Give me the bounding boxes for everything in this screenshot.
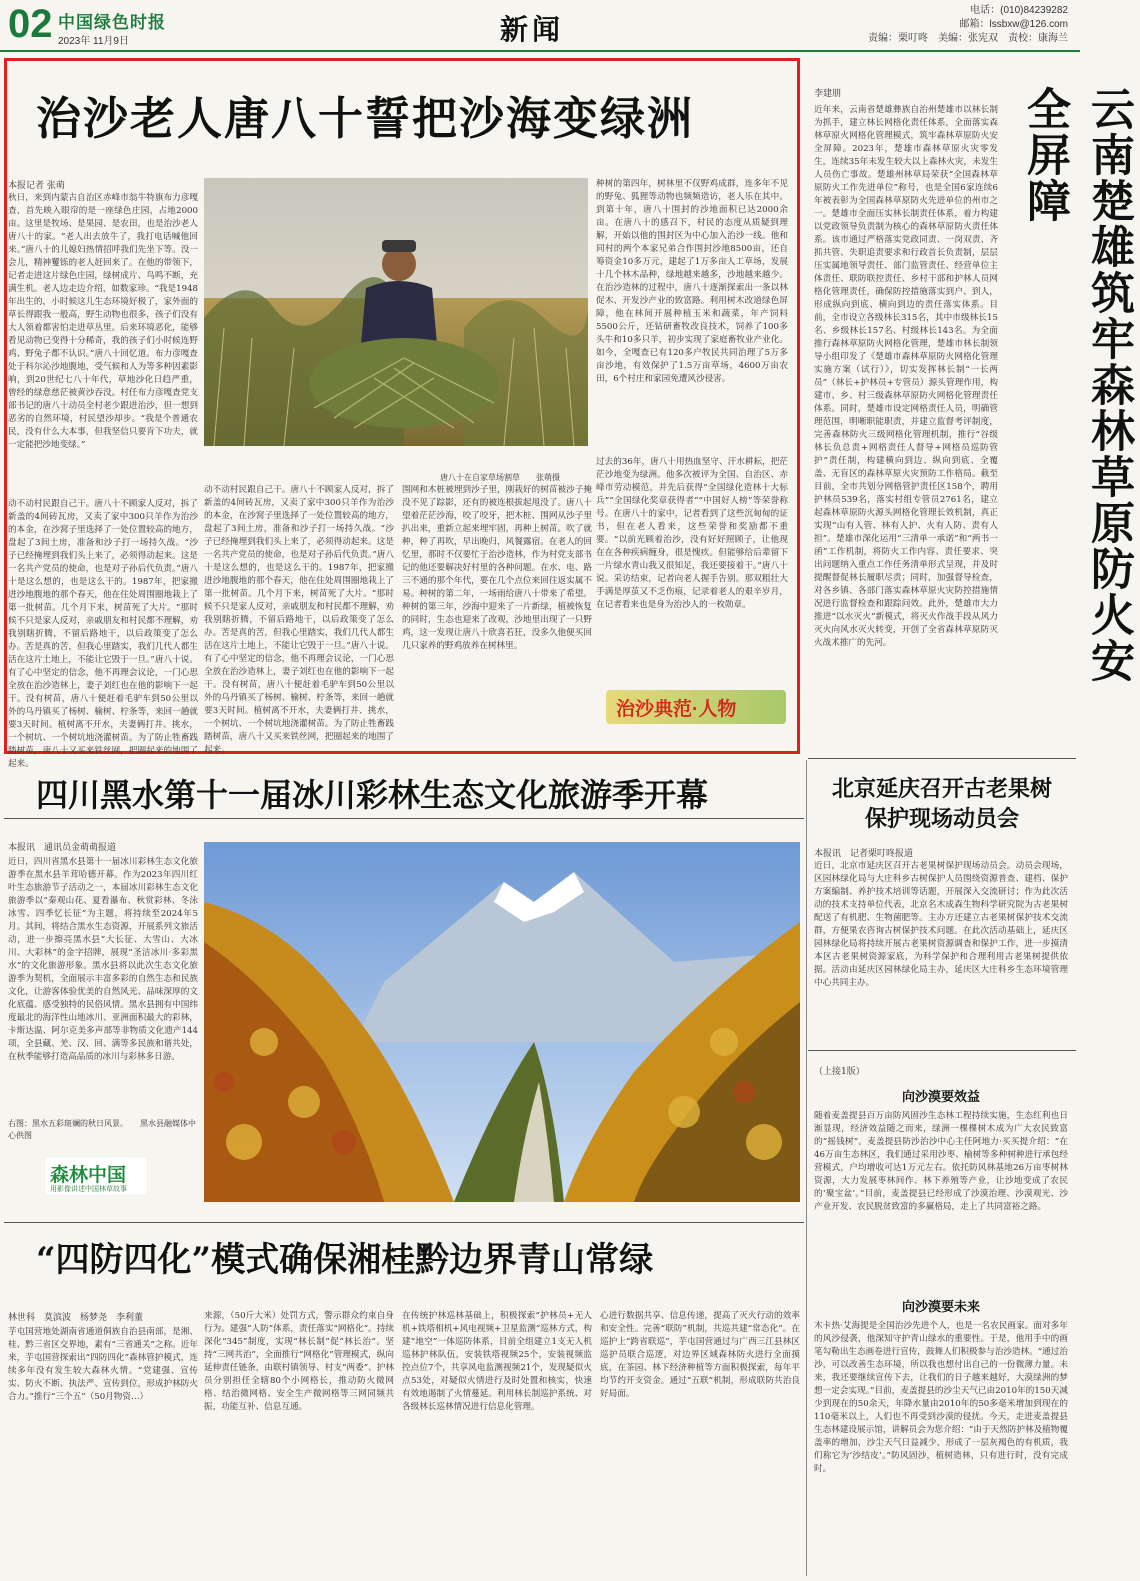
header-rule [0, 50, 1080, 52]
feature-photo-caption: 唐八十在自家草场割草 张萌摄 [440, 473, 560, 482]
rule-right-2 [808, 1050, 1076, 1051]
beijing-text: 近日，北京市延庆区召开古老果树保护现场动员会。动员会现场，区园林绿化局与大庄科乡古树保护人员围绕资源普查、建档、保护方案编制、养护技术培训等话题，开展深入交流研讨；作为此次活动的技术支持单位代表，北京名木成森生物科学研究院为古老果树配送了有机肥、生物菌肥等。主办方还建立古老果树保护技术交流群，方便果农咨询古树保护技术问题。在此次活动基础上，延庆区园林绿化局将持续开展古老果树资源调查和保护工作，进一步摸清本区古老果树资源家底，为科学保护和合理利用古老果树提供依据。活动由延庆区园林绿化局主办，延庆区大庄科乡生态环境管理中心共同主办。 [814, 861, 1068, 988]
sichuan-title: 四川黑水第十一届冰川彩林生态文化旅游季开幕 [36, 776, 709, 814]
section-title: 新闻 [500, 13, 565, 46]
feature-col1: 秋日，来到内蒙古自治区赤峰市翁牛特旗布力彦嘎查，首先映入眼帘的是一座绿色庄园，占地2000亩。这里是牧场、是果园、是农田，也是治沙老人唐八十的家。“老人出去放牛了，我打电话喊他回来。”唐八十的儿媳妇热情招呼我们先坐下等。没一会儿，精神矍铄的老人赶回来了。在他的带领下，记者走进这片绿色庄园，绿树成片、鸟鸣不断，充满生机。老人边走边介绍，如数家珍。“我是1948年出生的，小时候这儿生态环境好极了，家外面的草长得跟我一般高，野生动物也很多，孩子们没有大人领着都害怕走进草丛里。后来环境恶化，能够看见动物已变得十分稀奇，我的孩子们小时候连野鸡、野兔子都不认识。”唐八十回忆道。布力彦嘎查处于科尔沁沙地腹地，受气候和人为等多种因素影响，到20世纪七八十年代，草地沙化日趋严重，曾经的绿意慈茫被黄沙吞没。村任布力彦嘎查党支部书记的唐八十动员全村老少跟进治沙，但一想到恶劣的自然环境，村民望沙却步。“我是个普通农民，没有什么大本事，但我坚信只要肯下功夫，就一定能把沙地变绿。” [8, 193, 198, 450]
feature-byline: 本报记者 张萌 [8, 181, 65, 191]
sichuan-caption: 右图：黑水五彩斑斓的秋日风景。 黑水县融媒体中心供图 [8, 1119, 196, 1140]
feature-photo [204, 178, 588, 446]
hunan-col2: 来源，（50斤大米）处罚方式，警示群众约束自身行为。建强“人防”体系，责任落实“网格化”。持续深化“345”制度，实现“林长制”促“林长治”。坚持“三网共治”，全面推行“网格化”管理模式，纵向延伸责任链条，由联村镇领导、村支“两委”、护林员分别担任全辖80个小网格长，推动防火微网格、结治微网格、安全生产微网格等三网同频共振，功能互补、信息互通。 [204, 1311, 394, 1412]
header-editors: 责编：栗叮咚 美编：张宪双 责校：康海兰 [868, 33, 1068, 44]
sichuan-badge-sub: 用影像讲述中国林草故事 [50, 1186, 127, 1193]
yunnan-text: 近年来，云南省楚雄彝族自治州楚雄市以林长制为抓手，建立林长网格化责任体系，全面落实森林草原火网格化管理模式，筑牢森林草原防火安全屏障。2023年，楚雄市森林草原火灾零发生，连续35年未发生较大以上森林火灾，未发生人员伤亡事故。楚雄州林草局荣获“全国森林草原防火工作先进单位”称号，也是全国6家连续6年被表彰为全国森林草原防火先进单位的州市之一。楚雄市全面压实林长制责任体系，着力构建以党政领导负责制为核心的森林草原防火责任体系。该市通过严格落实党政同责、一岗双责、齐抓共管、失职追责要求和行政首长负责制，层层压实属地领导责任、部门监管责任、经营单位主体责任、联防联控责任、乡村干部和护林人员网格化管理责任，确保防控措施落实到户、到人，形成纵向到底、横向到边的责任落实体系。目前，全市设立各级林长315名，其中市级林长15名、乡级林长157名、村级林长143名。为全面推行森林草原防火网格化管理，楚雄市林长制领导小组印发了《楚雄市森林草原防火网格化管理实施方案（试行）》，切实发挥林长制“一长两员”（林长+护林员+专管员）源头管理作用，构建市、乡、村三级森林草原防火网格化管理责任体系。同时，楚雄市设定网格责任人员，明确管理范围，明晰职能职责，并建立监督考评制度，完善森林防火三级网格化管理机制，推行“谷级林长负总责+网格责任人督导+网格员巡防管护”责任制，构建横向到边、纵向到底、全覆盖、无盲区的森林草原火灾预防工作格局。截至目前，全市共划分网格管护责任区158个，聘用护林员539名，落实村组专管员2761名，建立起森林草原防火源头网格化管理长效机制，真正实现“山有人管、林有人护、火有人防、责有人担”。楚雄市深化运用“三清单一承诺”和“两书一函”工作机制，将防火工作内容、责任要求、突出问题纳入重点工作任务清单形式呈现，并及时提醒督促林长履职尽责；同时，加强督导检查，对各乡镇、各部门落实森林草原火灾防控措施情况进行监督检查和跟踪问效。此外，楚雄市大力推进“以水灭火”新模式，将灭火作战手段从风力灭火向风水灭火转变，开创了全省森林草原防灭火战术推广的先河。 [814, 105, 998, 648]
rule-mid-2 [4, 1222, 804, 1223]
sichuan-byline: 本报讯 通讯员金萌萌报道 [8, 843, 117, 853]
paper-date: 2023年 11月9日 [58, 36, 129, 47]
hunan-byline: 林世科 莫滨波 杨梦尧 李利董 [8, 1313, 144, 1323]
rule-right-1 [808, 758, 1076, 759]
header-contact [868, 4, 1068, 46]
cont-text-1: 随着麦盖提县百万亩防风固沙生态林工程持续实施，生态红利也日渐显现，经济效益随之而来，绿洲一棵棵树木成为广大农民致富的“摇钱树”。麦盖提县防沙治沙中心主任阿地力·买买提介绍：“在46万亩生态林区，我们通过采用沙枣、榆树等多种树种进行承包经营模式，户均增收可达1万元左右。依托防风林基地26万亩枣树林资源，大力发展枣林间作、林下养殖等产业，让沙地变成了农民的‘聚宝盆’。”目前，麦盖提县已经形成了沙漠治理、沙漠观光、沙产业开发、农民脱贫致富的多赢格局，走上了共同富裕之路。 [814, 1111, 1068, 1212]
feature-badge: 治沙典范·人物 [616, 699, 737, 720]
yunnan-byline: 李建朋 [814, 89, 842, 99]
page-number: 02 [8, 2, 53, 46]
feature-col2b: 动不动村民跟自己干。唐八十不顾家人反对，拆了新盖的4间砖瓦房，又卖了家中300只羊作为治沙的本金，在沙窝子里选择了一处位置较高的地方，盘起了3间土房，准备和沙子打一场持久战。“沙子已经掩埋到我们头上来了，必须得动起来。这是一名共产党员的使命，也是对子孙后代负责。”唐八十是这么想的，也是这么干的。1987年，把家搬进沙地腹地的那个春天，他在住处周围圈地栽上了第一批树苗。几个月下来，树苗死了大片。“那时候不只是家人反对，亲戚朋友和村民都不理解，劝我别瞎折腾，不留后路地干，以后政策变了怎么办。苦是真的苦，但我心里踏实，我们几代人都生活在这片土地上，不能让它毁于一旦。”唐八十说。有了心中坚定的信念，他不再理会议论，一门心思全放在治沙造林上，妻子刘红也在他的影响下一起干。没有树苗，唐八十便赶着毛驴车到50公里以外的乌丹镇买了杨树、榆树、柠条等，来回一趟就要3天时间。植树离不开水，夫妻俩打井、挑水，一个树坑、一个树坑地浇灌树苗。为了防止牲畜践踏树苗，唐八十又买来铁丝网，把圈起来的地围了起来。 [204, 485, 394, 755]
cont-heading-1: 向沙漠要效益 [901, 1090, 980, 1105]
header-email: 邮箱：lssbxw@126.com [959, 19, 1068, 30]
cont-heading-2: 向沙漠要未来 [901, 1300, 980, 1315]
feature-photo-svg [204, 178, 588, 446]
beijing-byline: 本报讯 记者栗叮咚报道 [814, 849, 914, 859]
feature-col2: 动不动村民跟自己干。唐八十不顾家人反对，拆了新盖的4间砖瓦房，又卖了家中300只羊作为治沙的本金，在沙窝子里选择了一处位置较高的地方，盘起了3间土房，准备和沙子打一场持久战。“沙子已经掩埋到我们头上来了，必须得动起来。这是一名共产党员的使命，也是对子孙后代负责。”唐八十是这么想的，也是这么干的。1987年，把家搬进沙地腹地的那个春天，他在住处周围圈地栽上了第一批树苗。几个月下来，树苗死了大片。“那时候不只是家人反对，亲戚朋友和村民都不理解，劝我别瞎折腾，不留后路地干，以后政策变了怎么办。苦是真的苦，但我心里踏实，我们几代人都生活在这片土地上，不能让它毁于一旦。”唐八十说。有了心中坚定的信念，他不再理会议论，一门心思全放在治沙造林上，妻子刘红也在他的影响下一起干。没有树苗，唐八十便赶着毛驴车到50公里以外的乌丹镇买了杨树、榆树、柠条等，来回一趟就要3天时间。植树离不开水，夫妻俩打井、挑水，一个树坑、一个树坑地浇灌树苗。为了防止牲畜践踏树苗，唐八十又买来铁丝网，把圈起来的地围了起来。 [8, 499, 198, 769]
column-divider [806, 760, 807, 1576]
beijing-title: 北京延庆召开古老果树保护现场动员会 [831, 776, 1052, 832]
sichuan-photo-svg [204, 842, 800, 1202]
hunan-title: “四防四化”模式确保湘桂黔边界青山常绿 [36, 1240, 654, 1280]
cont-header: （上接1版） [814, 1067, 865, 1077]
feature-col4: 种树的第四年，树林里不仅野鸡成群，连多年不见的野兔、狐狸等动物也频频造访，老人乐在其中。到第十年，唐八十围封的沙地面积已达2000余亩。在唐八十的感召下，村民的态度从质疑到理解，开始以他的围封区为中心加入治沙一线。他和同村的两个本家兄弟合作围封沙地8500亩，还自筹资金10多万元，建起了1万多亩人工草场，发展十几个林木品种，绿地越来越多，沙地越来越少。在治沙造林的过程中，唐八十逐渐探索出一条以林促木、开发沙产业的致富路。利用树木改道绿色屏障，他在林间开展种植玉米和蔬菜，年产饲料5500公斤，还钻研畜牧改良技术，饲养了100多头牛和10多只羊，初步实现了家庭畜牧业产业化。如今，全嘎查已有120多户牧民共同治理了5万多亩沙地，有效保护了1.5万亩草场，4600万亩农田，6个村庄和家园免遭风沙侵害。 [596, 179, 788, 384]
feature-title: 治沙老人唐八十誓把沙海变绿洲 [36, 92, 695, 145]
feature-col3: 围网和木桩被埋到沙子里，刚栽好的树苗被沙子掩没不见了踪影，还有的被连根拔起甩没了。唐八十望着茫茫沙海，咬了咬牙，把木桩、围网从沙子里扒出来，重新立起来埋牢固，再种上树苗。吹了就种，种了再吹，早出晚归，风餐露宿。在老人的回忆里，那时不仅要忙于治沙造林，作为村党支部书记的他还要解决好村里的各种问题。在水、电、路三不通的那个年代，要在几个点位来回往返实属不易。种树的第二年，一场雨给唐八十带来了希望。种树的第三年，沙海中迎来了一片新绿，植被恢复的同时，生态也迎来了改观，沙地里出现了一只野鸡，这一发现让唐八十欣喜若狂，没多久他便买回几只家养的野鸡放养在树林里。 [402, 485, 592, 651]
paper-name: 中国绿色时报 [58, 13, 166, 33]
hunan-col3: 在传统护林巡林基础上，积极探索“护林员+无人机+铁塔相机+风电视频+卫星监测”巡林方式，构建“地空”一体巡防体系，目前全组建立1支无人机巡林护林队伍，安装铁塔视频25个，安装视频监控点位7个，共享风电监测视频21个，发现疑似火点53处，对疑似火情进行及时处置和核实，快速有效地遏制了火情蔓延。利用林长制巡护系统、对各级林长巡林情况进行信息化管理。 [402, 1311, 592, 1412]
sichuan-photo [204, 842, 800, 1202]
hunan-col1: 芋屯国营地处湖南省通道侗族自治县南部，是湘、桂、黔三省区交界地，素有“三省通关”之称。近年来，芋屯国营探索出“四防四化”森林管护模式，连续多年没有发生较大森林火情。“党建强、宣传实、防火不断、执法严、宣传到位，形成护林防火合力。”推行“三个五”（50月物资…） [8, 1327, 198, 1402]
feature-col5: 过去的36年，唐八十用热血坚守、汗水耕耘，把茫茫沙地变为绿洲。他多次被评为全国、自治区、赤峰市劳动模范，并先后获得“全国绿化造林十大标兵”“全国绿化奖章获得者”“中国好人榜”等荣誉称号。在唐八十的家中，记者看到了这些沉甸甸的证书，但在老人看来，这些荣誉和奖励都不重要。“以前光顾着治沙，没有好好照顾子，让他现在在各种疾病缠身，很是愧疚。但能够给后辈留下一片绿水青山我又很知足，我还要接着干。”唐八十说。采访结束，记者向老人握手告别。那双粗壮大手满是厚茧又不乏伤痕，记录着老人的艰辛岁月，在记者看来也是身为治沙人的一枚勋章。 [596, 456, 788, 682]
sichuan-badge: 森林中国 [50, 1165, 127, 1186]
sichuan-text: 近日，四川省黑水县第十一届冰川彩林生态文化旅游季在黑水县羊茸哈德开幕。作为2023年四川红叶生态旅游节子活动之一，本届冰川彩林生态文化旅游季以“秦观山花、夏看瀑布、秋赏彩林、冬泳冰雪、四季忆长征”为主题，将持续至2024年5月。其间，将结合黑水生态资源，开展系列文旅活动，进一步擦亮黑水县“大长征、大雪山、大冰川、大彩林”的金字招牌，展现“圣洁冰川·多彩黑水”的文化旅游形象。黑水县将以此次生态文化旅游季为契机，全面展示丰富多彩的自然生态和民族文化，让游客体验优美的自然风光、品味深厚的文化底蕴、感受独特的民俗风情。黑水县拥有中国纬度最北的海洋性山地冰川、亚洲面积最大的彩林，卡斯达温、阿尔克美多声部等非物质文化遗产144项，全县藏、羌、汉、回、满等多民族和谐共处，在秋季能够打造高品质的冰川与彩林多日游。 [8, 857, 198, 1062]
hunan-col4: 心进行数据共享、信息传递，提高了灭火行动的效率和安全性。完善“联防”机制，共巡共建“常态化”。在巡护上“跨省联巡”，芋屯国营通过与广西三江县林区巡护员联合巡逻，对边界区域森林防火进行全面摸底，在茶园、林下经济种植等方面积极探索，每年平均节约开支资金。通过“五联”机制，形成联防共治良好局面。 [600, 1311, 800, 1399]
yunnan-title: 云南楚雄筑牢森林草原防火安全屏障 [1019, 86, 1134, 684]
rule-mid-1 [4, 818, 804, 819]
cont-text-2: 木卡热·艾海提是全国治沙先进个人，也是一名农民画家。面对多年的风沙侵袭，他深知守护青山绿水的重要性。于是，他用手中的画笔勾勒出生态画卷进行宣传，鼓舞人们积极参与治沙造林。“通过治沙，可以改善生态环境，所以我也想付出自己的一份微薄力量。未来，我还要继续宣传下去，让我们的日子越来越好，大漠绿洲的梦想一定会实现。”目前，麦盖提县的沙尘天气已由2010年的150天减少到现在的50余天，年降水量由2010年的50多毫米增加到现在的110毫米以上，人们也不再受到沙漠的侵扰。今天，走进麦盖提县生态林建设展示馆，讲解员会为您介绍：“由于天然防护林及植物覆盖率的增加，沙尘天气日益减少，形成了一层灰褐色的有机质，我们称它为‘沙结皮’。”防风固沙，植树造林，只有进行时，没有完成时。 [814, 1321, 1068, 1474]
header-phone: 电话：(010)84239282 [970, 5, 1068, 16]
